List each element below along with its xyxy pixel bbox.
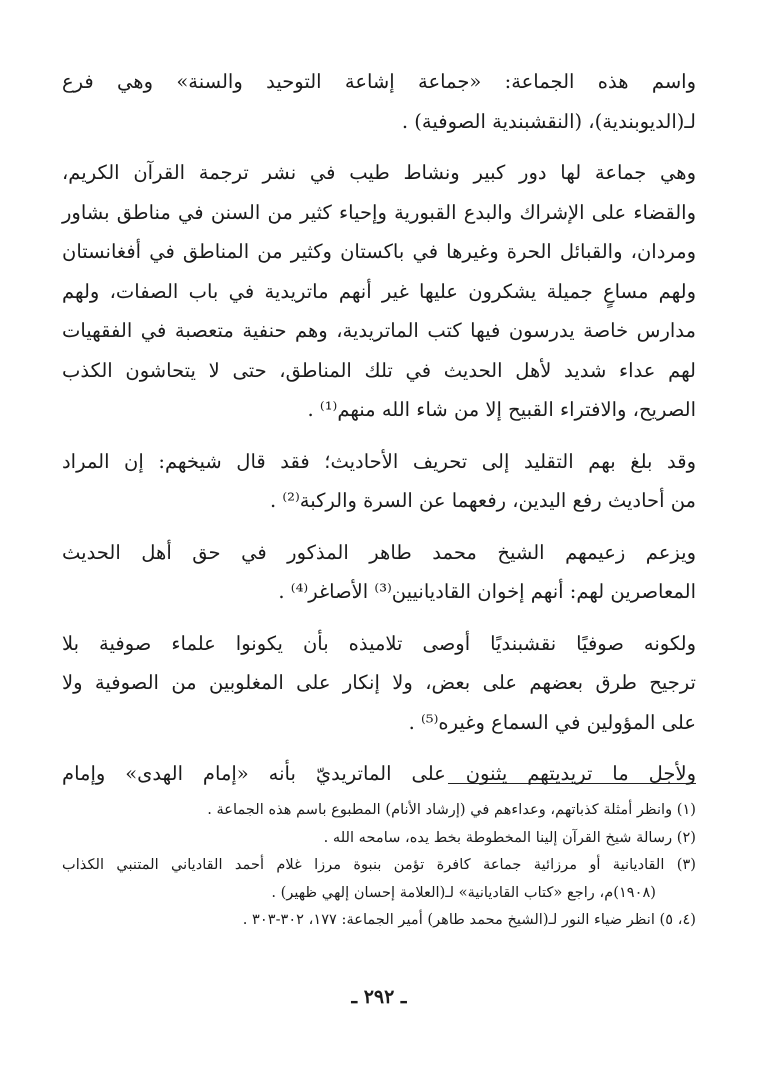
paragraph [62,624,696,743]
paragraph [62,153,696,430]
footnote: (١) وانظر أمثلة كذباتهم، وعداءهم في (إرشاد الأنام) المطبوع باسم هذه الجماعة . [207,801,696,818]
text-line: ترجيح طرق بعضهم على بعض، ولا إنكار على المغلوبين من الصوفية ولا [62,671,696,694]
text-line: لهم عداء شديد لأهل الحديث في تلك المناطق، حتى لا يتحاشون الكذب [62,358,696,382]
text-line: وهي جماعة لها دور كبير ونشاط طيب في نشر ترجمة القرآن الكريم، [62,161,696,184]
text-line: واسم هذه الجماعة: «جماعة إشاعة التوحيد والسنة» وهي فرع [62,70,696,93]
footnote: (٤، ٥) انظر ضياء النور لـ(الشيخ محمد طاهر) أمير الجماعة: ١٧٧، ٣٠٢-٣٠٣ . [242,911,696,928]
text-line: ويزعم زعيمهم الشيخ محمد طاهر المذكور في حق أهل الحديث [62,540,696,564]
text-line: مدارس خاصة يدرسون فيها كتب الماتريدية، وهم حنفية متعصبة في الفقهيات [62,319,696,342]
paragraph [62,754,696,794]
text-line: ولهم مساعٍ جميلة يشكرون عليها غير أنهم ماتريدية في باب الصفات، ولهم [62,279,696,303]
footnotes [62,796,696,934]
text-line: ولكونه صوفيًا نقشبنديًا أوصى تلاميذه بأن يكونوا علماء صوفية بلا [62,631,696,655]
paragraph [62,442,696,521]
footnote-continuation: (١٩٠٨)م، راجع «كتاب القاديانية» لـ(العلامة إحسان إلهي ظهير) . [271,883,656,901]
text-line: من أحاديث رفع اليدين، رفعهما عن السرة والركبة⁽²⁾ . [269,489,696,512]
text-line: ومردان، والقبائل الحرة وغيرها في باكستان وكثير من المناطق في أفغانستان [62,240,696,263]
text-line: الصريح، والافتراء القبيح إلا من شاء الله منهم⁽¹⁾ . [307,398,696,421]
text-line: وقد بلغ بهم التقليد إلى تحريف الأحاديث؛ فقد قال شيخهم: إن المراد [62,449,696,473]
text-line: ولأجل ما تريديتهم يثنون على الماتريديّ بأنه «إمام الهدى» وإمام [62,762,696,785]
footnote: (٢) رسالة شيخ القرآن إلينا المخطوطة بخط يده، سامحه الله . [323,828,696,846]
main-text [62,62,696,806]
text-line: لـ(الديوبندية)، (النقشبندية الصوفية) . [401,109,696,133]
paragraph [62,62,696,141]
page-number: ـ ٢٩٢ ـ [351,986,407,1008]
text-line: على المؤولين في السماع وغيره⁽⁵⁾ . [408,710,696,734]
text-line: المعاصرين لهم: أنهم إخوان القاديانيين⁽³⁾ الأصاغر⁽⁴⁾ . [278,580,696,603]
footnote: (٣) القاديانية أو مرزائية جماعة كافرة تؤمن بنبوة مرزا غلام أحمد القادياني المتنبي الكذاب [62,856,696,873]
text-line: والقضاء على الإشراك والبدع القبورية وإحياء كثير من السنن في مناطق بشاور [62,200,696,224]
paragraph [62,533,696,612]
footnote-divider [448,783,696,784]
